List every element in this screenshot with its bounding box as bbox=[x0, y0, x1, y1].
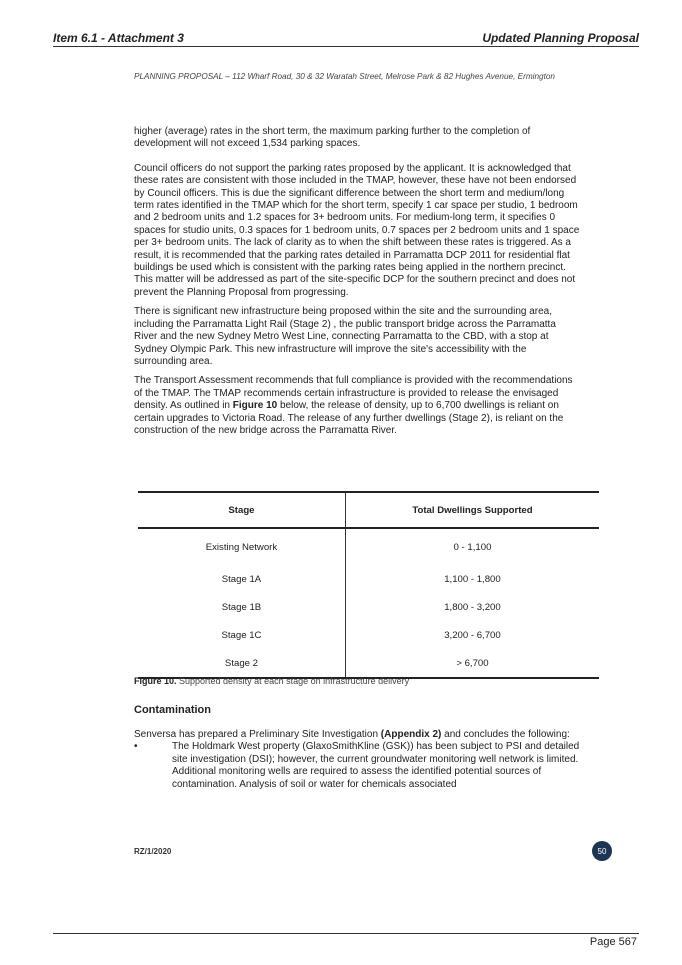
dwellings-cell: 0 - 1,100 bbox=[345, 528, 599, 565]
stage-cell: Stage 2 bbox=[138, 649, 345, 678]
header-item-label: Item 6.1 - Attachment 3 bbox=[53, 31, 184, 45]
stage-density-table bbox=[138, 491, 599, 679]
text-run: Senversa has prepared a Preliminary Site Investigation bbox=[134, 729, 381, 740]
figure-caption-text: Supported density at each stage on infrastructure delivery bbox=[176, 676, 410, 686]
paragraph-parking-total: higher (average) rates in the short term, the maximum parking further to the completion of development will not exceed 1,534 parking spaces. bbox=[134, 126, 531, 150]
paragraph-infrastructure: There is significant new infrastructure being proposed within the site and the surrounding area, including the Parramatta Light Rail (Stage 2) , the public transport bridge across the Parramatta River and the new Sydney Metro West Line, connecting Parramatta to the CBD, with a stop at Sydney Olympic Park. This new infrastructure will improve the site's accessibility with the surrounding area. bbox=[134, 306, 556, 367]
table-row bbox=[138, 565, 599, 593]
paragraph-parking-rates: Council officers do not support the parking rates proposed by the applicant. It is acknowledged that these rates are consistent with those included in the TMAP, however, these have not been endorsed by Council officers. This is due the significant difference between the short term and medium/long term rates identified in the TMAP which for the short term, specify 1 car space per studio, 1 bedroom and 2 bedroom units and 1.2 spaces for 3+ bedroom units. For medium-long term, it specifies 0 spaces for studio units, 0.3 spaces for 1 bedroom units, 0.7 spaces per 2 bedroom units and 1 space per 3+ bedroom units. The lack of clarity as to when the shift between these rates is triggered. As a result, it is recommended that the parking rates detailed in Parramatta DCP 2011 for residential flat buildings be used which is consistent with the parking rates being applied in the northern precinct. This matter will be addressed as part of the site-specific DCP for the southern precinct and does not prevent the Planning Proposal from progressing. bbox=[134, 162, 580, 298]
header-document-title: Updated Planning Proposal bbox=[482, 31, 639, 45]
column-header-stage: Stage bbox=[138, 492, 345, 528]
footer-divider bbox=[53, 933, 639, 934]
dwellings-cell: > 6,700 bbox=[345, 649, 599, 678]
text-run: The Transport Assessment recommends that full compliance is provided with the recommendations of the TMAP. The TMAP recommends certain infrastructure is provided to release the envisaged density. As outlined in bbox=[134, 375, 573, 412]
section-heading-contamination: Contamination bbox=[134, 704, 211, 716]
dwellings-cell: 3,200 - 6,700 bbox=[345, 621, 599, 649]
document-reference: RZ/1/2020 bbox=[134, 847, 172, 856]
table-row bbox=[138, 649, 599, 678]
table-row bbox=[138, 621, 599, 649]
figure-reference: Figure 10 bbox=[232, 400, 278, 412]
body-text bbox=[134, 126, 580, 444]
column-header-dwellings: Total Dwellings Supported bbox=[345, 492, 599, 528]
dwellings-cell: 1,100 - 1,800 bbox=[345, 565, 599, 593]
contamination-body bbox=[134, 729, 580, 791]
document-page-badge: 50 bbox=[592, 841, 612, 861]
paragraph-contamination-intro bbox=[134, 729, 580, 741]
stage-cell: Stage 1A bbox=[221, 573, 262, 585]
list-item bbox=[134, 741, 580, 791]
text-run: below, the release of density, up to 6,700 dwellings is reliant on certain upgrades to Victoria Road. The release of any further dwellings (Stage 2), is reliant on the construction of the new bridge across the Parramatta River. bbox=[134, 400, 564, 436]
stage-cell: Stage 1C bbox=[221, 629, 262, 641]
stage-cell: Existing Network bbox=[205, 541, 278, 553]
bullet-text: The Holdmark West property (GlaxoSmithKline (GSK)) has been subject to PSI and detailed site investigation (DSI); however, the current groundwater monitoring well network is limited. Additional monitoring wells are required to assess the identified potential sources of contamination. Analysis of soil or water for chemicals associated bbox=[172, 741, 580, 790]
figure-label: Figure 10. bbox=[134, 676, 177, 686]
page-number: Page 567 bbox=[589, 936, 637, 948]
table-row bbox=[138, 528, 599, 565]
bullet-marker: • bbox=[134, 741, 138, 753]
dwellings-cell: 1,800 - 3,200 bbox=[345, 593, 599, 621]
appendix-reference: (Appendix 2) bbox=[380, 729, 442, 740]
page-header bbox=[53, 31, 639, 47]
figure-caption bbox=[134, 676, 409, 686]
paragraph-transport-assessment bbox=[134, 375, 580, 437]
text-run: and concludes the following: bbox=[441, 729, 570, 740]
table-row bbox=[138, 593, 599, 621]
stage-cell: Stage 1B bbox=[221, 601, 262, 613]
document-subtitle: PLANNING PROPOSAL – 112 Wharf Road, 30 & 32 Waratah Street, Melrose Park & 82 Hughes Avenue, Ermington bbox=[134, 72, 555, 81]
